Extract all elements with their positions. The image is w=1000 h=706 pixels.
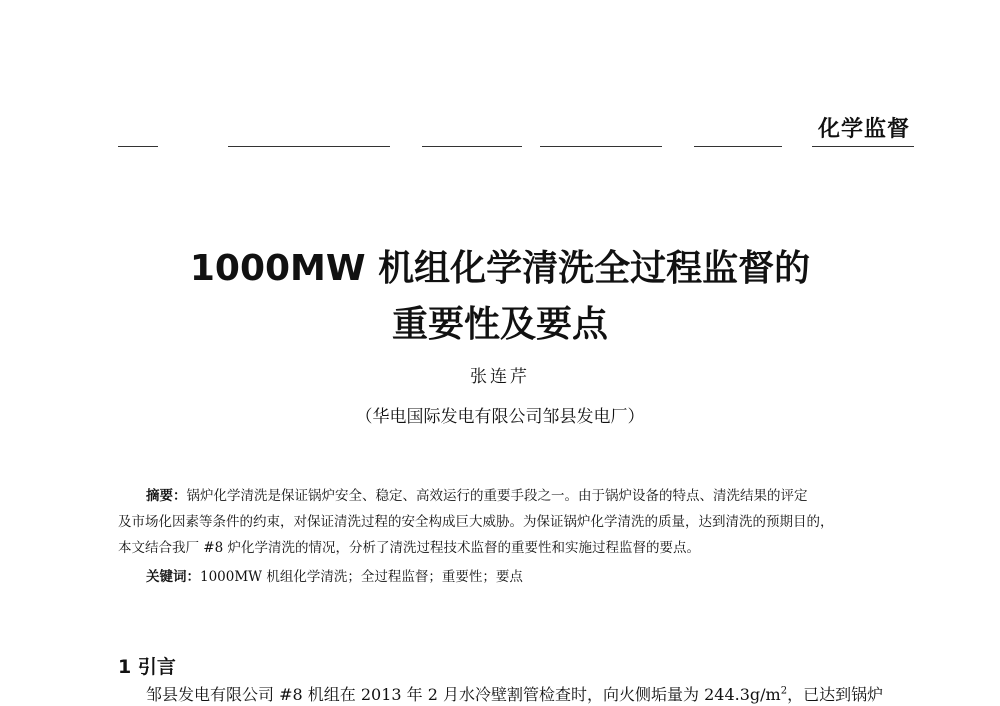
header-rule — [812, 146, 914, 147]
abstract-line-3: 本文结合我厂 #8 炉化学清洗的情况，分析了清洗过程技术监督的重要性和实施过程监督的要点。 — [118, 540, 700, 556]
keywords-text: 1000MW 机组化学清洗；全过程监督；重要性；要点 — [200, 569, 523, 585]
abstract-label: 摘要： — [146, 488, 187, 504]
affiliation: （华电国际发电有限公司邹县发电厂） — [355, 407, 645, 427]
abstract-line-2: 及市场化因素等条件的约束，对保证清洗过程的安全构成巨大威胁。为保证锅炉化学清洗的质量，达到清洗的预期目的， — [118, 514, 834, 530]
header-rule — [694, 146, 782, 147]
abstract-line-1: 锅炉化学清洗是保证锅炉安全、稳定、高效运行的重要手段之一。由于锅炉设备的特点、清洗结果的评定 — [186, 488, 808, 504]
section-heading: 1 引言 — [118, 656, 176, 678]
header-section-label: 化学监督 — [818, 117, 911, 142]
header-rule — [118, 146, 158, 147]
superscript: 2 — [780, 685, 788, 697]
body-text-continued: ，已达到锅炉 — [787, 685, 884, 704]
keywords-label: 关键词： — [146, 569, 200, 585]
abstract — [118, 483, 918, 561]
body-paragraph — [146, 682, 926, 705]
author: 张连芹 — [470, 367, 530, 387]
body-text: 邹县发电有限公司 #8 机组在 2013 年 2 月水冷壁割管检查时，向火侧垢量为 244.3g/m — [146, 685, 781, 704]
header-rule — [540, 146, 662, 147]
paper-title-line-2: 重要性及要点 — [391, 304, 608, 345]
header-rule — [228, 146, 390, 147]
paper-title-line-1: 1000MW 机组化学清洗全过程监督的 — [189, 248, 811, 289]
keywords — [146, 565, 523, 585]
header-rule — [422, 146, 522, 147]
